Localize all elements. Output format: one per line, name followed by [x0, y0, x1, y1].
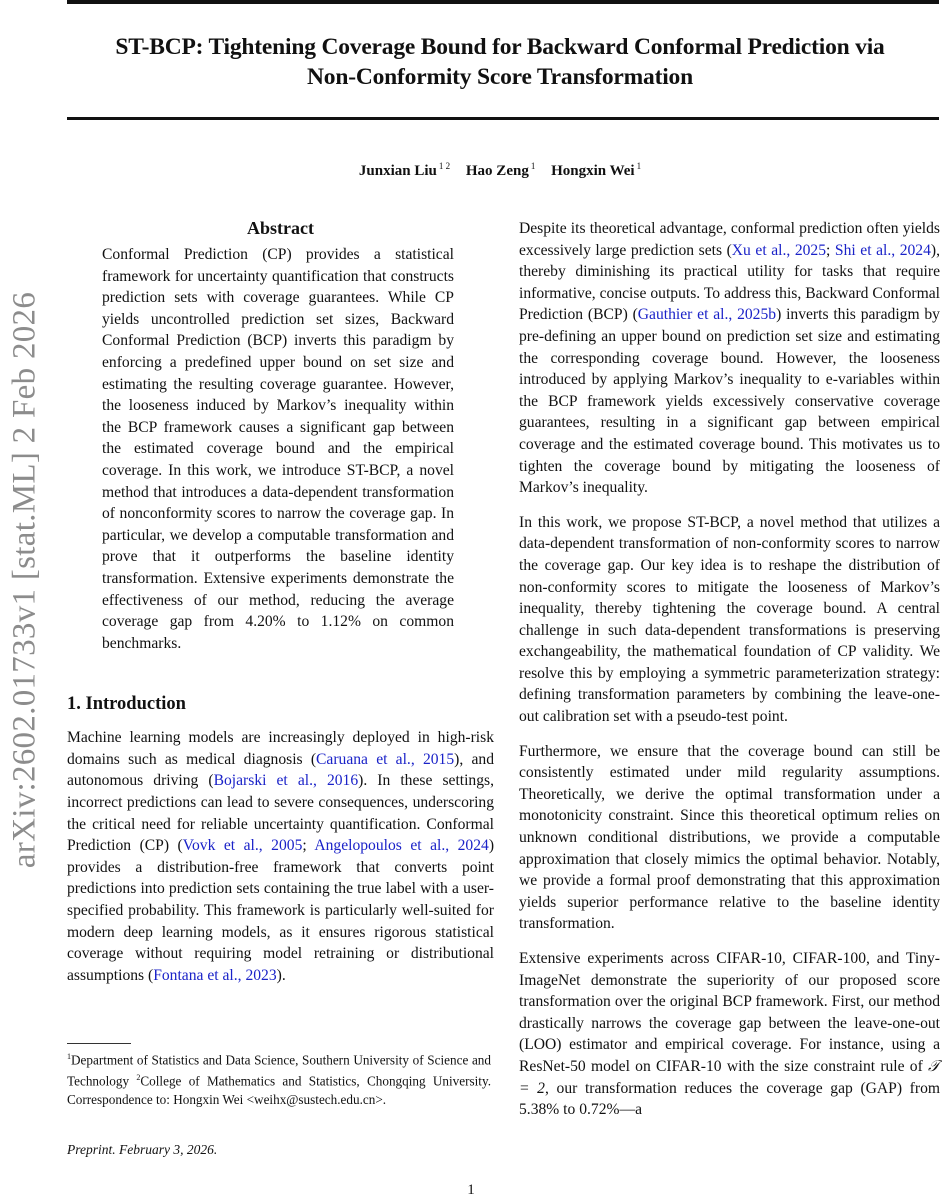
arxiv-stamp: [4, 260, 46, 900]
author: Hao Zeng $^1$: [465, 161, 536, 179]
title-line-2: Non-Conformity Score Transformation: [307, 64, 693, 90]
author-affiliation: 1: [636, 161, 642, 171]
author-affiliation: 1 2: [438, 161, 451, 171]
title-line-1: ST-BCP: Tightening Coverage Bound for Backward Conformal Prediction via: [115, 34, 885, 60]
intro-paragraph-3: In this work, we propose ST-BCP, a novel method that utilizes a data-dependent transformation of non-conformity scores to narrow the coverage gap. Our key idea is to reshape the distribution of non-conformity scores to mitigate the looseness of Markov’s inequality, thereby tightening the coverage bound. A central challenge in such data-dependent transformations is preserving exchangeability, the mathematical foundation of CP validity. We resolve this by employing a symmetric parameterization strategy: defining transformation parameters by combining the leave-one-out calibration set with a pseudo-test point.: [519, 513, 940, 726]
section-heading-introduction: 1. Introduction: [67, 694, 186, 715]
author-list: [60, 156, 940, 181]
intro-paragraph-4: Furthermore, we ensure that the coverage bound can still be consistently estimated under mild regularity assumptions. Theoretically, we derive the optimal transformation under a monotonicity constraint. Since this theoretical optimum relies on unknown conditional distributions, we provide a computable approximation that closely mimics the optimal behavior. Notably, we provide a formal proof demonstrating that this approximation yields superior performance relative to the baseline identity transformation.: [519, 742, 940, 933]
paper-title: [60, 32, 940, 92]
citation-link[interactable]: Gauthier et al., 2025b: [637, 306, 777, 324]
abstract-heading: Abstract: [247, 218, 314, 238]
abstract-text: Conformal Prediction (CP) provides a statistical framework for uncertainty quantification that constructs prediction sets with coverage guarantees. While CP yields uncontrolled prediction set sizes, Backward Conformal Prediction (BCP) inverts this paradigm by enforcing a predefined upper bound on set size and estimating the resulting coverage guarantee. However, the looseness induced by Markov’s inequality within the BCP framework causes a significant gap between the estimated coverage bound and the empirical coverage. In this work, we introduce ST-BCP, a novel method that introduces a data-dependent transformation of nonconformity scores to narrow the coverage gap. In particular, we develop a computable transformation and prove that it outperforms the baseline identity transformation. Extensive experiments demonstrate the effectiveness of our method, reducing the average coverage gap from 4.20% to 1.12% on common benchmarks.: [102, 246, 454, 652]
citation-link[interactable]: Caruana et al., 2015: [316, 750, 455, 768]
title-rule: [67, 117, 939, 120]
citation-link[interactable]: Vovk et al., 2005: [182, 837, 303, 855]
author-affiliation: 1: [530, 161, 536, 171]
top-rule: [67, 0, 939, 4]
intro-paragraph-1: Machine learning models are increasingly deployed in high-risk domains such as medical diagnosis (Caruana et al., 2015), and autonomous driving (Bojarski et al., 2016). In these settings, incorrect predictions can lead to severe consequences, underscoring the critical need for reliable uncertainty quantification. Conformal Prediction (CP) (Vovk et al., 2005; Angelopoulos et al., 2024) provides a distribution-free framework that converts point predictions into prediction sets containing the true label with a user-specified probability. This framework is particularly well-suited for modern deep learning models, as it ensures rigorous statistical coverage without requiring model retraining or distributional assumptions (Fontana et al., 2023).: [67, 729, 495, 984]
affiliation-footnote: $^1$Department of Statistics and Data Science, Southern University of Science and Technology $^2$College of Mathematics and Statistics, Chongqing University. Correspondence to: Hongxin Wei <weihx@sustech.edu.cn>.: [67, 1052, 491, 1107]
citation-link[interactable]: Shi et al., 2024: [834, 241, 931, 259]
arxiv-identifier[interactable]: arXiv:2602.01733v1 [stat.ML] 2 Feb 2026: [6, 291, 43, 869]
citation-link[interactable]: Xu et al., 2025: [731, 241, 827, 259]
author: Hongxin Wei $^1$: [551, 161, 642, 179]
author: Junxian Liu $^{1 2}$: [358, 161, 451, 179]
intro-paragraph-5: Extensive experiments across CIFAR-10, CIFAR-100, and Tiny-ImageNet demonstrate the superiority of our proposed score transformation over the original BCP framework. First, our method drastically narrows the coverage gap between the leave-one-out (LOO) estimator and empirical coverage. For instance, using a ResNet-50 model on CIFAR-10 with the size constraint rule of 𝒯 = 2, our transformation reduces the coverage gap (GAP) from 5.38% to 0.72%—a: [519, 950, 940, 1119]
intro-paragraph-2: Despite its theoretical advantage, conformal prediction often yields excessively large prediction sets (Xu et al., 2025; Shi et al., 2024), thereby diminishing its practical utility for tasks that require informative, concise outputs. To address this, Backward Conformal Prediction (BCP) (Gauthier et al., 2025b) inverts this paradigm by pre-defining an upper bound on prediction set size and estimating the corresponding coverage bound. However, the looseness introduced by applying Markov’s inequality to e-variables within the BCP framework yields excessively conservative coverage guarantees, resulting in a significant gap between empirical coverage and the estimated coverage bound. This motivates us to tighten the coverage bound by mitigating the looseness of Markov’s inequality.: [519, 220, 940, 497]
right-column: [519, 218, 940, 1121]
left-column: [67, 215, 494, 986]
citation-link[interactable]: Bojarski et al., 2016: [213, 772, 359, 790]
footnote-rule: [67, 1043, 131, 1044]
page-number: 1: [467, 1182, 475, 1198]
citation-link[interactable]: Fontana et al., 2023: [153, 966, 277, 984]
preprint-note: Preprint. February 3, 2026.: [67, 1142, 218, 1157]
math-expression: 𝒯 = 2: [519, 1057, 940, 1097]
citation-link[interactable]: Angelopoulos et al., 2024: [314, 837, 489, 855]
